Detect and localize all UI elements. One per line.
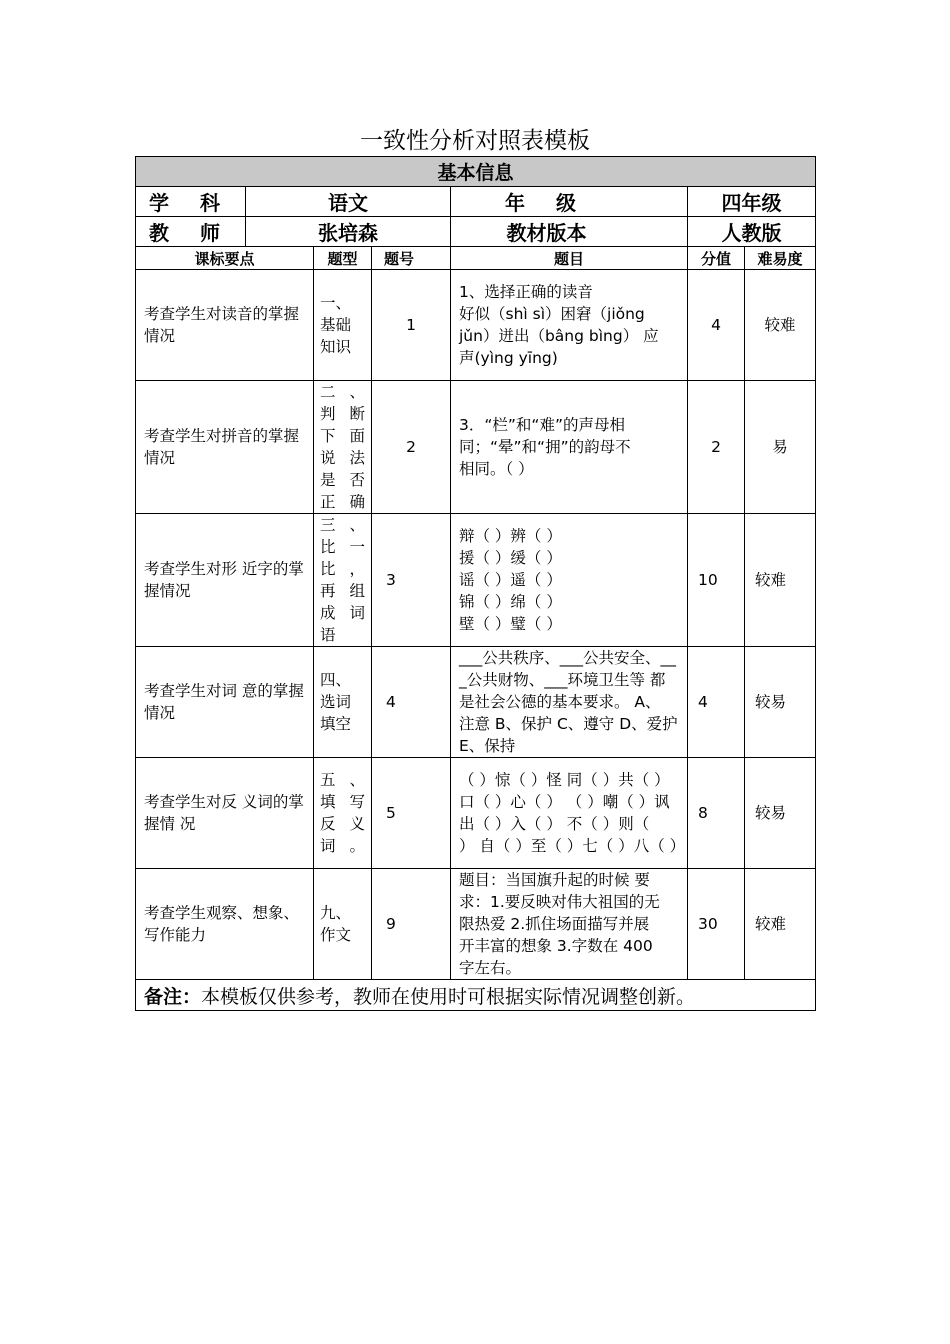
type-cell: 三、比一比，再组成词语: [314, 514, 372, 647]
point-cell: 考查学生观察、想象、写作能力: [136, 869, 314, 980]
number-cell: 4: [372, 647, 451, 758]
note-label: 备注：: [144, 985, 202, 1008]
type-cell: 一、基础知识: [314, 270, 372, 381]
number-cell: 9: [372, 869, 451, 980]
table-row: [136, 514, 816, 647]
question-cell: [451, 869, 688, 980]
question-line: 限热爱 2.抓住场面描写并展: [459, 915, 650, 933]
col-header-score: 分值: [688, 247, 745, 270]
question-line: 字左右。: [459, 959, 522, 977]
point-cell: 考查学生对形 近字的掌握情况: [136, 514, 314, 647]
point-cell: 考查学生对反 义词的掌握情 况: [136, 758, 314, 869]
question-line: 相同。（ ）: [459, 460, 534, 478]
number-cell: 3: [372, 514, 451, 647]
question-line: ） 自（ ）至（ ）七（ ）八（ ）: [459, 837, 686, 855]
edition-label: 教材版本: [451, 217, 688, 247]
question-line: 开丰富的想象 3.字数在 400: [459, 937, 653, 955]
type-cell: 九、作文: [314, 869, 372, 980]
table-row: [136, 869, 816, 980]
difficulty-cell: 较难: [745, 869, 816, 980]
score-cell: 8: [688, 758, 745, 869]
question-line: 注意 B、保护 C、遵守 D、爱护: [459, 715, 678, 733]
question-line: jǔn）迸出（bâng bìng） 应: [459, 327, 659, 345]
question-line: ___公共秩序、___公共安全、__: [459, 649, 677, 667]
question-cell: [451, 270, 688, 381]
edition-value: 人教版: [688, 217, 816, 247]
type-cell: 四、选词填空: [314, 647, 372, 758]
question-line: 1、选择正确的读音: [459, 283, 593, 301]
question-line: 壁（ ）璧（ ）: [459, 615, 562, 633]
col-header-difficulty: 难易度: [745, 247, 816, 270]
table-row: [136, 270, 816, 381]
score-cell: 2: [688, 381, 745, 514]
grade-value: 四年级: [688, 187, 816, 217]
teacher-value: 张培森: [246, 217, 451, 247]
score-cell: 10: [688, 514, 745, 647]
table-row: [136, 381, 816, 514]
question-line: 口（ ）心（ ） （ ）嘲（ ）讽: [459, 793, 670, 811]
question-cell: [451, 381, 688, 514]
grade-label: 年 级: [451, 187, 688, 217]
number-cell: 2: [372, 381, 451, 514]
subject-label: 学 科: [136, 187, 246, 217]
analysis-table: [135, 156, 816, 1011]
col-header-type: 题型: [314, 247, 372, 270]
question-line: （ ）惊（ ）怪 同（ ）共（ ）: [459, 771, 670, 789]
col-header-question: 题目: [451, 247, 688, 270]
teacher-label: 教 师: [136, 217, 246, 247]
type-cell: 二、判断下面说法是否正确: [314, 381, 372, 514]
question-line: 是社会公德的基本要求。 A、: [459, 693, 661, 711]
question-line: 锦（ ）绵（ ）: [459, 593, 562, 611]
question-line: 声(yìng yīng): [459, 349, 558, 367]
question-line: 求：1.要反映对伟大祖国的无: [459, 893, 660, 911]
score-cell: 4: [688, 270, 745, 381]
page-title: 一致性分析对照表模板: [360, 128, 590, 154]
section-header: 基本信息: [136, 157, 816, 187]
point-cell: 考查学生对词 意的掌握情况: [136, 647, 314, 758]
question-cell: [451, 647, 688, 758]
question-cell: [451, 758, 688, 869]
question-line: 同；“晕”和“拥”的韵母不: [459, 438, 631, 456]
point-cell: 考查学生对拼音的掌握情况: [136, 381, 314, 514]
question-line: 出（ ）入（ ） 不（ ）则（: [459, 815, 650, 833]
question-line: 题目：当国旗升起的时候 要: [459, 871, 650, 889]
question-cell: [451, 514, 688, 647]
col-header-number: 题号: [372, 247, 451, 270]
score-cell: 30: [688, 869, 745, 980]
question-line: 好似（shì sì）困窘（jiǒng: [459, 305, 645, 323]
difficulty-cell: 较易: [745, 647, 816, 758]
point-cell: 考查学生对读音的掌握情况: [136, 270, 314, 381]
difficulty-cell: 较易: [745, 758, 816, 869]
col-header-point: 课标要点: [136, 247, 314, 270]
number-cell: 1: [372, 270, 451, 381]
question-line: _公共财物、___环境卫生等 都: [459, 671, 666, 689]
question-line: E、保持: [459, 737, 516, 755]
subject-value: 语文: [246, 187, 451, 217]
question-line: 援（ ）缓（ ）: [459, 549, 562, 567]
question-line: 谣（ ）遥（ ）: [459, 571, 562, 589]
difficulty-cell: 较难: [745, 270, 816, 381]
score-cell: 4: [688, 647, 745, 758]
number-cell: 5: [372, 758, 451, 869]
difficulty-cell: 易: [745, 381, 816, 514]
table-row: [136, 647, 816, 758]
question-line: 辩（ ）辨（ ）: [459, 527, 562, 545]
difficulty-cell: 较难: [745, 514, 816, 647]
note-text: 本模板仅供参考，教师在使用时可根据实际情况调整创新。: [201, 985, 696, 1008]
note-row: [136, 980, 816, 1011]
table-row: [136, 758, 816, 869]
type-cell: 五、填写反 义词。: [314, 758, 372, 869]
question-line: 3．“栏”和“难”的声母相: [459, 416, 625, 434]
